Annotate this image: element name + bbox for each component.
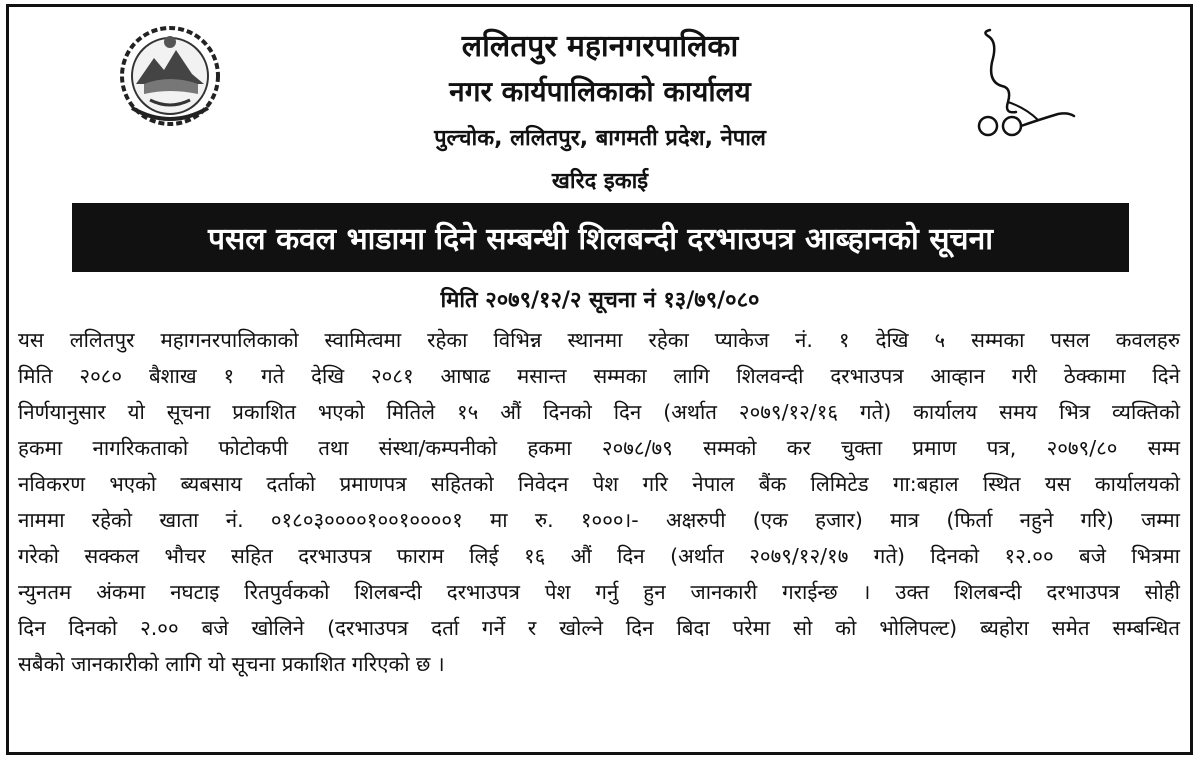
- body-line: निर्णयानुसार यो सूचना प्रकाशित भएको मितिले १५ औं दिनको दिन (अर्थात २०७९/१२/१६ गते) कार्यालय समय भित्र व्यक्तिको: [18, 400, 1180, 424]
- body-line: न्युनतम अंकमा नघटाइ रितपुर्वकको शिलबन्दी दरभाउपत्र पेश गर्नु हुन जानकारी गराईन्छ । उक्त शिलबन्दी दरभाउपत्र सोही: [18, 580, 1180, 604]
- body-line: यस ललितपुर महागनरपालिकाको स्वामित्वमा रहेका विभिन्न स्थानमा रहेका प्याकेज नं. १ देखि ५ सम्मका पसल कवलहरु: [18, 328, 1180, 352]
- body-line: मिति २०८० बैशाख १ गते देखि २०८१ आषाढ मसान्त सम्मका लागि शिलवन्दी दरभाउपत्र आव्हान गरी ठेक्कामा दिने: [18, 364, 1180, 388]
- body-line: दिन दिनको २.०० बजे खोलिने (दरभाउपत्र दर्ता गर्ने र खोल्ने दिन बिदा परेमा सो को भोलिपल्ट) ब्यहोरा समेत सम्बन्धित: [18, 616, 1180, 640]
- body-line: हकमा नागरिकताको फोटोकपी तथा संस्था/कम्पनीको हकमा २०७८/७९ सम्मको कर चुक्ता प्रमाण पत्र, २०७९/८० सम्म: [18, 436, 1180, 460]
- notice-title-banner: [72, 203, 1129, 272]
- notice-title: पसल कवल भाडामा दिने सम्बन्धी शिलबन्दी दरभाउपत्र आब्हानको सूचना: [207, 222, 993, 257]
- office-address: पुल्चोक, ललितपुर, बागमती प्रदेश, नेपाल: [434, 126, 766, 151]
- unit-name: खरिद इकाई: [551, 169, 649, 194]
- government-emblem-icon: [114, 20, 226, 132]
- signature-icon: [968, 22, 1080, 140]
- body-line: नविकरण भएको ब्यबसाय दर्ताको प्रमाणपत्र सहितको निवेदन पेश गरि नेपाल बैंक लिमिटेड गा:बहाल स्थित यस कार्यालयको: [18, 472, 1180, 496]
- body-line: सबैको जानकारीको लागि यो सूचना प्रकाशित गरिएको छ ।: [18, 652, 445, 676]
- body-line: नाममा रहेको खाता नं. ०१८०३००००१००१००००१ मा रु. १०००।- अक्षरुपी (एक हजार) मात्र (फिर्ता नहुने गरि) जम्मा: [18, 508, 1180, 532]
- office-name: नगर कार्यपालिकाको कार्यालय: [449, 75, 751, 108]
- body-line: गरेको सक्कल भौचर सहित दरभाउपत्र फाराम लिई १६ औं दिन (अर्थात २०७९/१२/१७ गते) दिनको १२.०० बजे भित्रमा: [18, 544, 1180, 568]
- organization-name: ललितपुर महानगरपालिका: [461, 29, 739, 64]
- notice-body: [18, 322, 1180, 682]
- notice-date-line: मिति २०७९/१२/२ सूचना नं १३/७९/०८०: [440, 288, 760, 313]
